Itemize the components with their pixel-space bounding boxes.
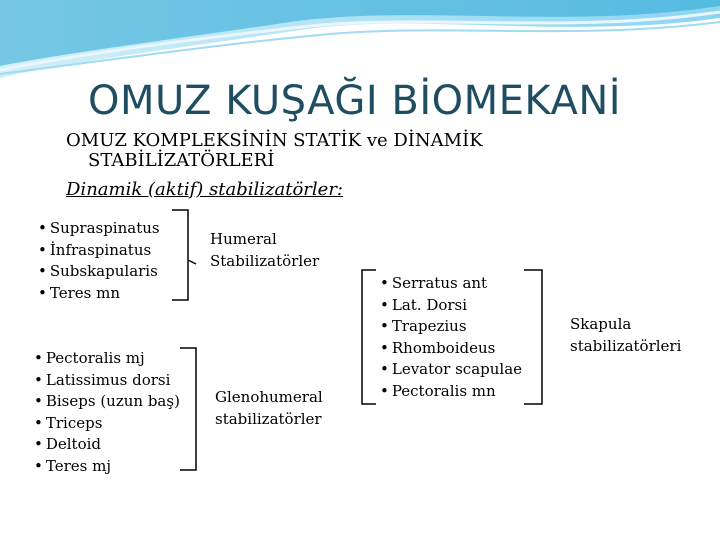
list-item: • Teres mn <box>38 283 160 305</box>
list-item: • Supraspinatus <box>38 218 160 240</box>
list-item: • Levator scapulae <box>380 359 522 381</box>
scapula-right-bracket <box>524 268 546 406</box>
list-item: • Lat. Dorsi <box>380 295 522 317</box>
list-item: • Biseps (uzun baş) <box>34 391 180 413</box>
list-item: • Subskapularis <box>38 261 160 283</box>
scapula-group-label <box>570 313 681 357</box>
glenohumeral-group-label <box>215 386 323 430</box>
humeral-bracket <box>172 208 196 302</box>
scapula-label-line-1: Skapula <box>570 315 632 333</box>
list-item: • Triceps <box>34 413 180 435</box>
list-item: • Pectoralis mn <box>380 381 522 403</box>
list-item: • Serratus ant <box>380 273 522 295</box>
subtitle-line-2: STABİLİZATÖRLERİ <box>88 150 275 171</box>
glenohumeral-bracket <box>180 346 200 474</box>
page-title: OMUZ KUŞAĞI BİOMEKANİ <box>88 78 622 124</box>
humeral-group-label <box>210 228 319 272</box>
subtitle-line-1: OMUZ KOMPLEKSİNİN STATİK ve DİNAMİK <box>66 130 483 151</box>
list-item: • Teres mj <box>34 456 180 478</box>
list-item: • Deltoid <box>34 434 180 456</box>
dynamic-stabilizers-heading: Dinamik (aktif) stabilizatörler: <box>66 179 343 200</box>
scapula-label-line-2: stabilizatörleri <box>570 337 682 355</box>
list-item: • İnfraspinatus <box>38 240 160 262</box>
scapula-muscle-list <box>380 273 522 402</box>
list-item: • Latissimus dorsi <box>34 370 180 392</box>
list-item: • Trapezius <box>380 316 522 338</box>
list-item: • Pectoralis mj <box>34 348 180 370</box>
glenohumeral-label-line-2: stabilizatörler <box>215 410 322 428</box>
humeral-label-line-2: Stabilizatörler <box>210 252 320 270</box>
scapula-left-bracket <box>360 268 378 406</box>
glenohumeral-muscle-list <box>34 348 180 477</box>
glenohumeral-label-line-1: Glenohumeral <box>215 388 323 406</box>
list-item: • Rhomboideus <box>380 338 522 360</box>
humeral-label-line-1: Humeral <box>210 230 277 248</box>
humeral-muscle-list <box>38 218 160 304</box>
